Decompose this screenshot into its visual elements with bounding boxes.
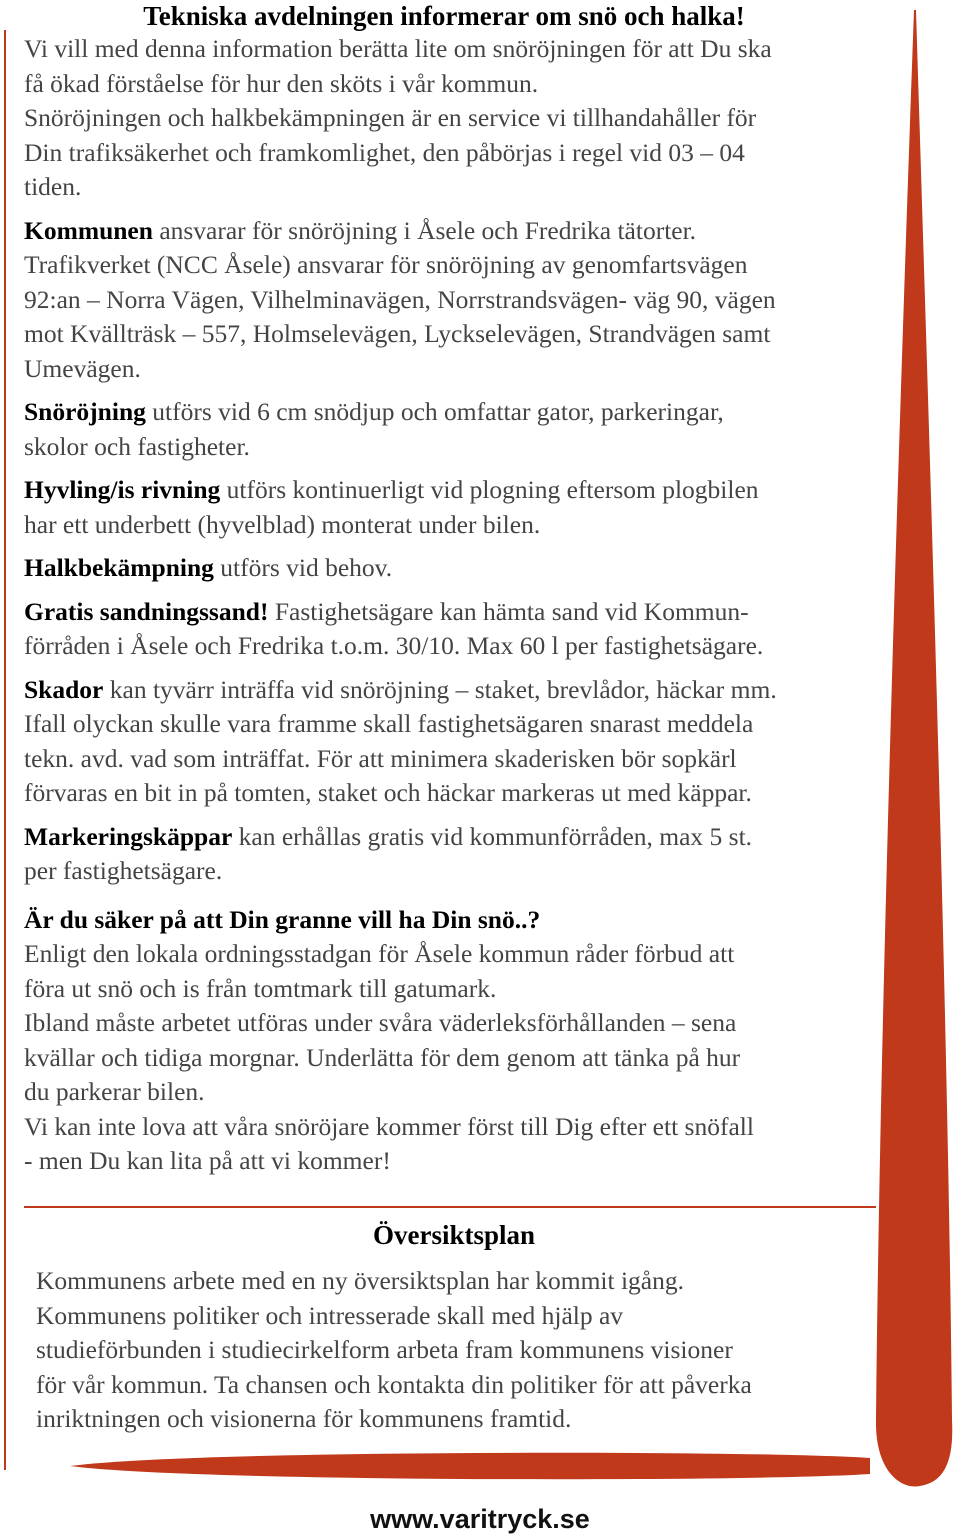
intro-paragraph [24, 32, 884, 205]
section-divider [24, 1206, 876, 1208]
kommunen-paragraph [24, 214, 884, 387]
oversiktsplan-line: för vår kommun. Ta chansen och kontakta din politiker för att påverka [36, 1369, 752, 1399]
kommunen-line: ansvarar för snöröjning i Åsele och Fredrika tätorter. [152, 215, 697, 245]
snorojning-lead: Snöröjning [24, 397, 146, 426]
markering-lead: Markeringskäppar [24, 821, 233, 851]
granne-line: - men Du kan lita på att vi kommer! [24, 1146, 391, 1175]
gratis-lead: Gratis sandningssand! [24, 596, 269, 626]
intro-line: få ökad förståelse för hur den sköts i vår kommun. [24, 68, 539, 98]
hyvling-line: utförs kontinuerligt vid plogning eftersom plogbilen [220, 475, 759, 504]
hyvling-paragraph [24, 473, 884, 542]
skador-lead: Skador [24, 674, 104, 704]
intro-line: Din trafiksäkerhet och framkomlighet, den påbörjas i regel vid 03 – 04 [24, 137, 745, 167]
granne-line: kvällar och tidiga morgnar. Underlätta för dem genom att tänka på hur [24, 1042, 741, 1072]
granne-line: Vi kan inte lova att våra snöröjare kommer först till Dig efter ett snöfall [24, 1111, 754, 1141]
intro-line: tiden. [24, 172, 82, 201]
granne-heading: Är du säker på att Din granne vill ha Din snö..? [24, 904, 541, 934]
skador-line: kan tyvärr inträffa vid snöröjning – staket, brevlådor, häckar mm. [103, 674, 777, 704]
page-title: Tekniska avdelningen informerar om snö och halka! [143, 1, 745, 31]
granne-line: Ibland måste arbetet utföras under svåra väderleksförhållanden – sena [24, 1008, 737, 1037]
intro-line: Vi vill med denna information berätta lite om snöröjningen för att Du ska [24, 34, 772, 63]
skador-line: Ifall olyckan skulle vara framme skall fastighetsägaren snarast meddela [24, 709, 754, 738]
oversiktsplan-line: inriktningen och visionerna för kommunens framtid. [36, 1404, 572, 1433]
granne-line: Enligt den lokala ordningsstadgan för Åsele kommun råder förbud att [24, 939, 735, 968]
markering-paragraph [24, 820, 884, 889]
gratis-line: förråden i Åsele och Fredrika t.o.m. 30/10. Max 60 l per fastighetsägare. [24, 631, 764, 660]
gratis-paragraph [24, 595, 884, 664]
granne-line: du parkerar bilen. [24, 1077, 205, 1106]
oversiktsplan-paragraph [36, 1264, 876, 1437]
kommunen-line: 92:an – Norra Vägen, Vilhelminavägen, Norrstrandsvägen- väg 90, vägen [24, 284, 776, 314]
oversiktsplan-line: Kommunens arbete med en ny översiktsplan har kommit igång. [36, 1266, 684, 1295]
snorojning-line: skolor och fastigheter. [24, 431, 250, 461]
kommunen-line: mot Kvällträsk – 557, Holmselevägen, Lyckselevägen, Strandvägen samt [24, 319, 771, 348]
gratis-line: Fastighetsägare kan hämta sand vid Kommun- [268, 596, 749, 626]
oversiktsplan-line: Kommunens politiker och intresserade skall med hjälp av [36, 1300, 624, 1330]
hyvling-line: har ett underbett (hyvelblad) monterat under bilen. [24, 509, 541, 539]
granne-line: föra ut snö och is från tomtmark till gatumark. [24, 973, 497, 1003]
hyvling-lead: Hyvling/is rivning [24, 475, 221, 504]
oversiktsplan-heading: Översiktsplan [372, 1220, 536, 1250]
halk-line: utförs vid behov. [213, 553, 393, 582]
skador-line: tekn. avd. vad som inträffat. För att minimera skaderisken bör sopkärl [24, 743, 737, 773]
granne-paragraph [24, 903, 884, 1179]
markering-line: kan erhållas gratis vid kommunförråden, max 5 st. [232, 821, 753, 851]
halk-lead: Halkbekämpning [24, 553, 214, 582]
footer-url[interactable]: www.varitryck.se [370, 1504, 590, 1534]
oversiktsplan-line: studieförbunden i studiecirkelform arbeta fram kommunens visioner [36, 1335, 733, 1364]
markering-line: per fastighetsägare. [24, 856, 223, 885]
kommunen-line: Trafikverket (NCC Åsele) ansvarar för snöröjning av genomfartsvägen [24, 250, 748, 279]
intro-line: Snöröjningen och halkbekämpningen är en service vi tillhandahåller för [24, 103, 757, 132]
decorative-red-bar [70, 1446, 870, 1486]
skador-line: förvaras en bit in på tomten, staket och häckar markeras ut med käppar. [24, 778, 752, 807]
kommunen-line: Umevägen. [24, 353, 141, 383]
skador-paragraph [24, 673, 884, 811]
snorojning-line: utförs vid 6 cm snödjup och omfattar gator, parkeringar, [145, 397, 724, 426]
kommunen-lead: Kommunen [24, 215, 153, 245]
left-decorative-rule [4, 30, 6, 1470]
halk-paragraph [24, 551, 884, 586]
document-body [24, 0, 884, 1179]
snorojning-paragraph [24, 395, 884, 464]
